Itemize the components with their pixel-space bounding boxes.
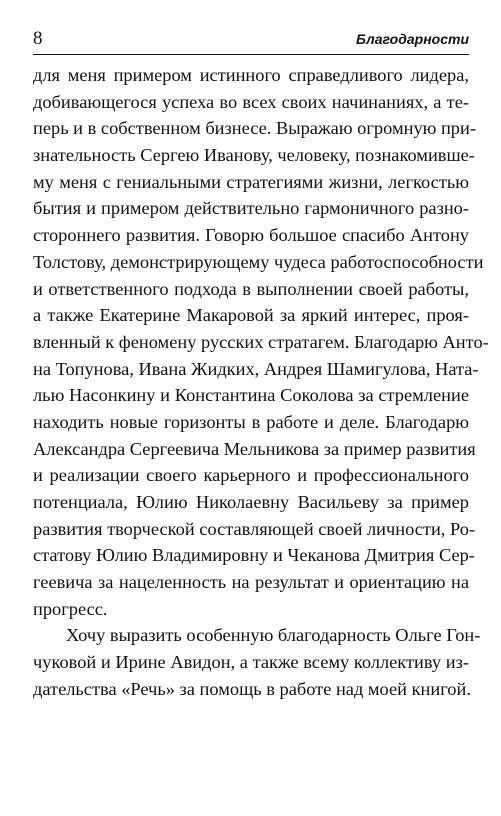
- text-line: Толстову, демонстрирующему чудеса работоспособности: [33, 251, 484, 272]
- text-line: на Топунова, Ивана Жидких, Андрея Шамигулова, Ната-: [33, 358, 479, 379]
- text-line: Хочу выразить особенную благодарность Ольге Гон-: [66, 625, 481, 646]
- header-divider: [33, 54, 469, 55]
- text-line: стороннего развития. Говорю большое спасибо Антону: [33, 225, 469, 246]
- text-line: и ответственного подхода в выполнении своей работы,: [33, 278, 469, 299]
- paragraph-2: [33, 622, 481, 702]
- text-line: а также Екатерине Макаровой за яркий интерес, проя-: [33, 305, 469, 326]
- page-number: 8: [33, 28, 43, 49]
- text-line: перь и в собственном бизнесе. Выражаю огромную при-: [33, 118, 476, 139]
- text-line: чуковой и Ирине Авидон, а также всему коллективу из-: [33, 652, 469, 673]
- paragraph-1: [33, 62, 489, 622]
- text-line: развития творческой составляющей своей личности, Ро-: [33, 518, 476, 539]
- text-line: вленный к феномену русских стратагем. Благодарю Анто-: [33, 331, 489, 352]
- text-line: Александра Сергеевича Мельникова за пример развития: [33, 438, 476, 459]
- text-line: потенциала, Юлию Николаевну Васильеву за пример: [33, 492, 469, 512]
- body-text: [33, 62, 489, 703]
- page-header: [33, 28, 469, 52]
- text-line: для меня примером истинного справедливого лидера,: [33, 65, 469, 85]
- text-line: прогресс.: [33, 598, 108, 619]
- text-line: му меня с гениальными стратегиями жизни, легкостью: [33, 171, 469, 192]
- text-line: геевича за нацеленность на результат и ориентацию на: [33, 572, 469, 593]
- text-line: знательность Сергею Иванову, человеку, познакомивше-: [33, 145, 475, 166]
- text-line: лью Насонкину и Константина Соколова за стремление: [33, 385, 469, 406]
- text-line: статову Юлию Владимировну и Чеканова Дмитрия Сер-: [33, 545, 475, 566]
- text-line: дательства «Речь» за помощь в работе над моей книгой.: [33, 678, 471, 699]
- text-line: и реализации своего карьерного и профессионального: [33, 465, 469, 486]
- text-line: находить новые горизонты в работе и деле. Благодарю: [33, 411, 469, 432]
- text-line: добивающегося успеха во всех своих начинаниях, а те-: [33, 91, 469, 112]
- running-title: Благодарности: [355, 31, 469, 47]
- text-line: бытия и примером действительно гармоничного разно-: [33, 198, 469, 219]
